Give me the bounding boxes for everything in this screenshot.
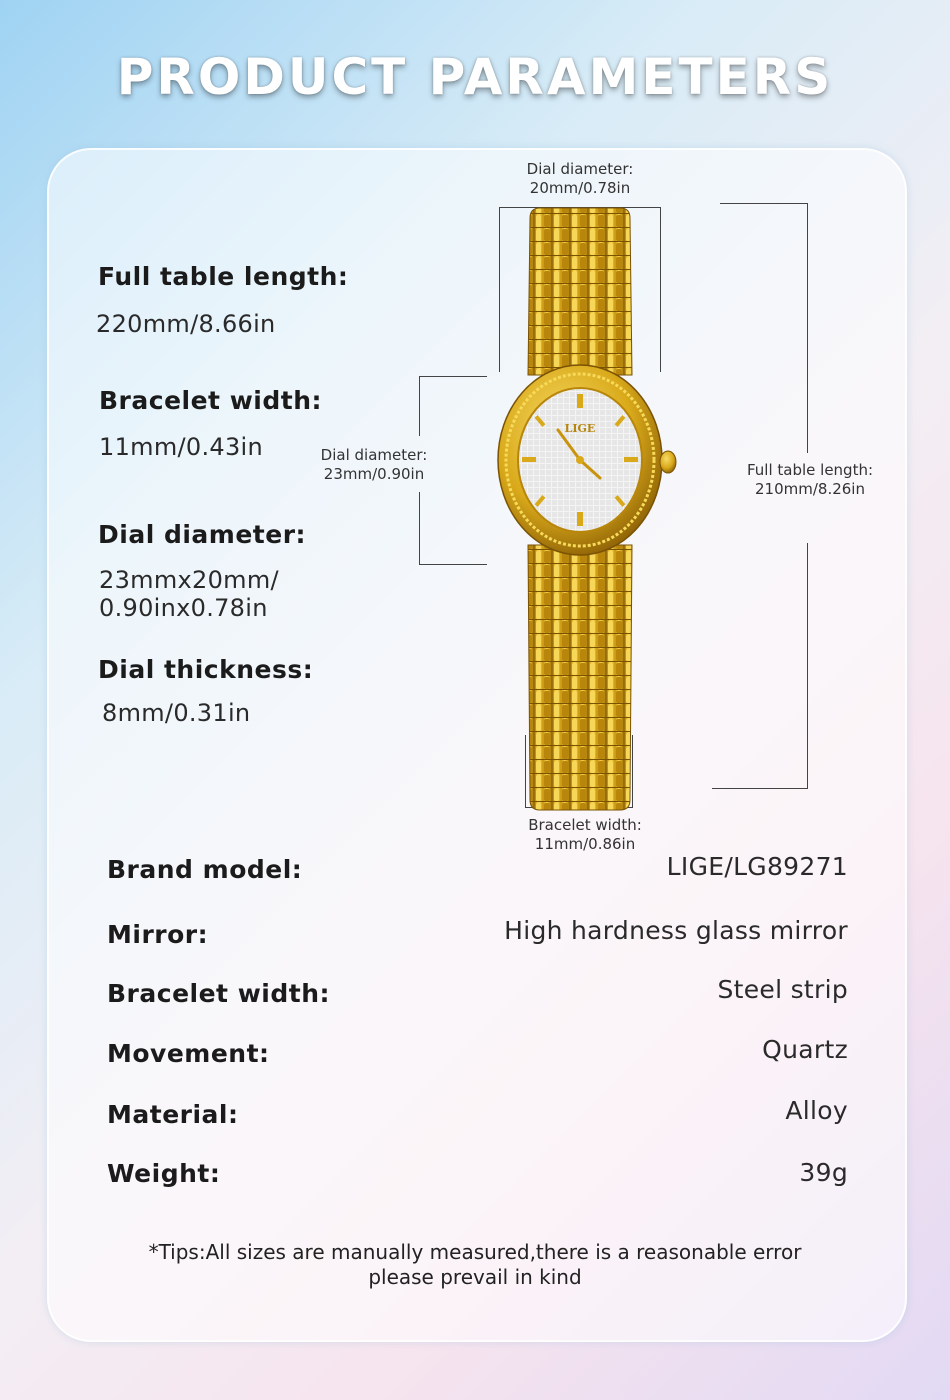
annotation-bottom: [510, 816, 660, 854]
spec-value-full-table-length: 220mm/8.66in: [96, 310, 276, 338]
table-value-material: Alloy: [785, 1096, 848, 1125]
annotation-left: [304, 446, 444, 484]
annotation-left-label: Dial diameter:: [320, 446, 428, 464]
annotation-bottom-value: 11mm/0.86in: [534, 835, 636, 853]
spec-label-dial-diameter: Dial diameter:: [98, 520, 307, 549]
dimension-line: [419, 376, 487, 377]
table-value-weight: 39g: [799, 1158, 848, 1187]
dimension-line: [807, 543, 808, 788]
dimension-line: [712, 788, 808, 789]
table-label-bracelet-width: Bracelet width:: [107, 979, 331, 1008]
table-value-bracelet-width: Steel strip: [717, 975, 848, 1004]
annotation-bottom-label: Bracelet width:: [528, 816, 642, 834]
watch-brand-logo: LIGE: [564, 422, 596, 435]
annotation-top: [500, 160, 660, 198]
table-value-movement: Quartz: [762, 1035, 848, 1064]
tips-line-1: *Tips:All sizes are manually measured,there is a reasonable error: [148, 1240, 802, 1264]
dimension-line: [419, 492, 420, 564]
spec-value-dial-diameter-line1: 23mmx20mm/: [99, 566, 279, 594]
annotation-right-value: 210mm/8.26in: [755, 480, 865, 498]
table-label-movement: Movement:: [107, 1039, 270, 1068]
dimension-line: [720, 203, 808, 204]
spec-label-dial-thickness: Dial thickness:: [98, 655, 314, 684]
annotation-right: [735, 461, 885, 499]
tips-note: [0, 1240, 950, 1290]
annotation-left-value: 23mm/0.90in: [323, 465, 425, 483]
annotation-right-label: Full table length:: [746, 461, 874, 479]
table-label-mirror: Mirror:: [107, 920, 209, 949]
table-label-weight: Weight:: [107, 1159, 221, 1188]
annotation-top-value: 20mm/0.78in: [529, 179, 631, 197]
tips-line-2: please prevail in kind: [368, 1265, 582, 1289]
spec-value-bracelet-width: 11mm/0.43in: [99, 433, 263, 461]
table-label-brand-model: Brand model:: [107, 855, 303, 884]
spec-value-dial-thickness: 8mm/0.31in: [102, 699, 251, 727]
dimension-line: [807, 203, 808, 453]
spec-label-bracelet-width: Bracelet width:: [99, 386, 323, 415]
table-value-mirror: High hardness glass mirror: [504, 916, 848, 945]
page-title: PRODUCT PARAMETERS: [116, 48, 834, 106]
annotation-top-label: Dial diameter:: [526, 160, 634, 178]
dimension-line: [419, 376, 420, 436]
dimension-line: [419, 564, 487, 565]
table-value-brand-model: LIGE/LG89271: [666, 852, 848, 881]
spec-value-dial-diameter-line2: 0.90inx0.78in: [99, 594, 268, 622]
spec-label-full-table-length: Full table length:: [98, 262, 349, 291]
table-label-material: Material:: [107, 1100, 239, 1129]
gold-wristwatch-icon: [480, 200, 700, 820]
